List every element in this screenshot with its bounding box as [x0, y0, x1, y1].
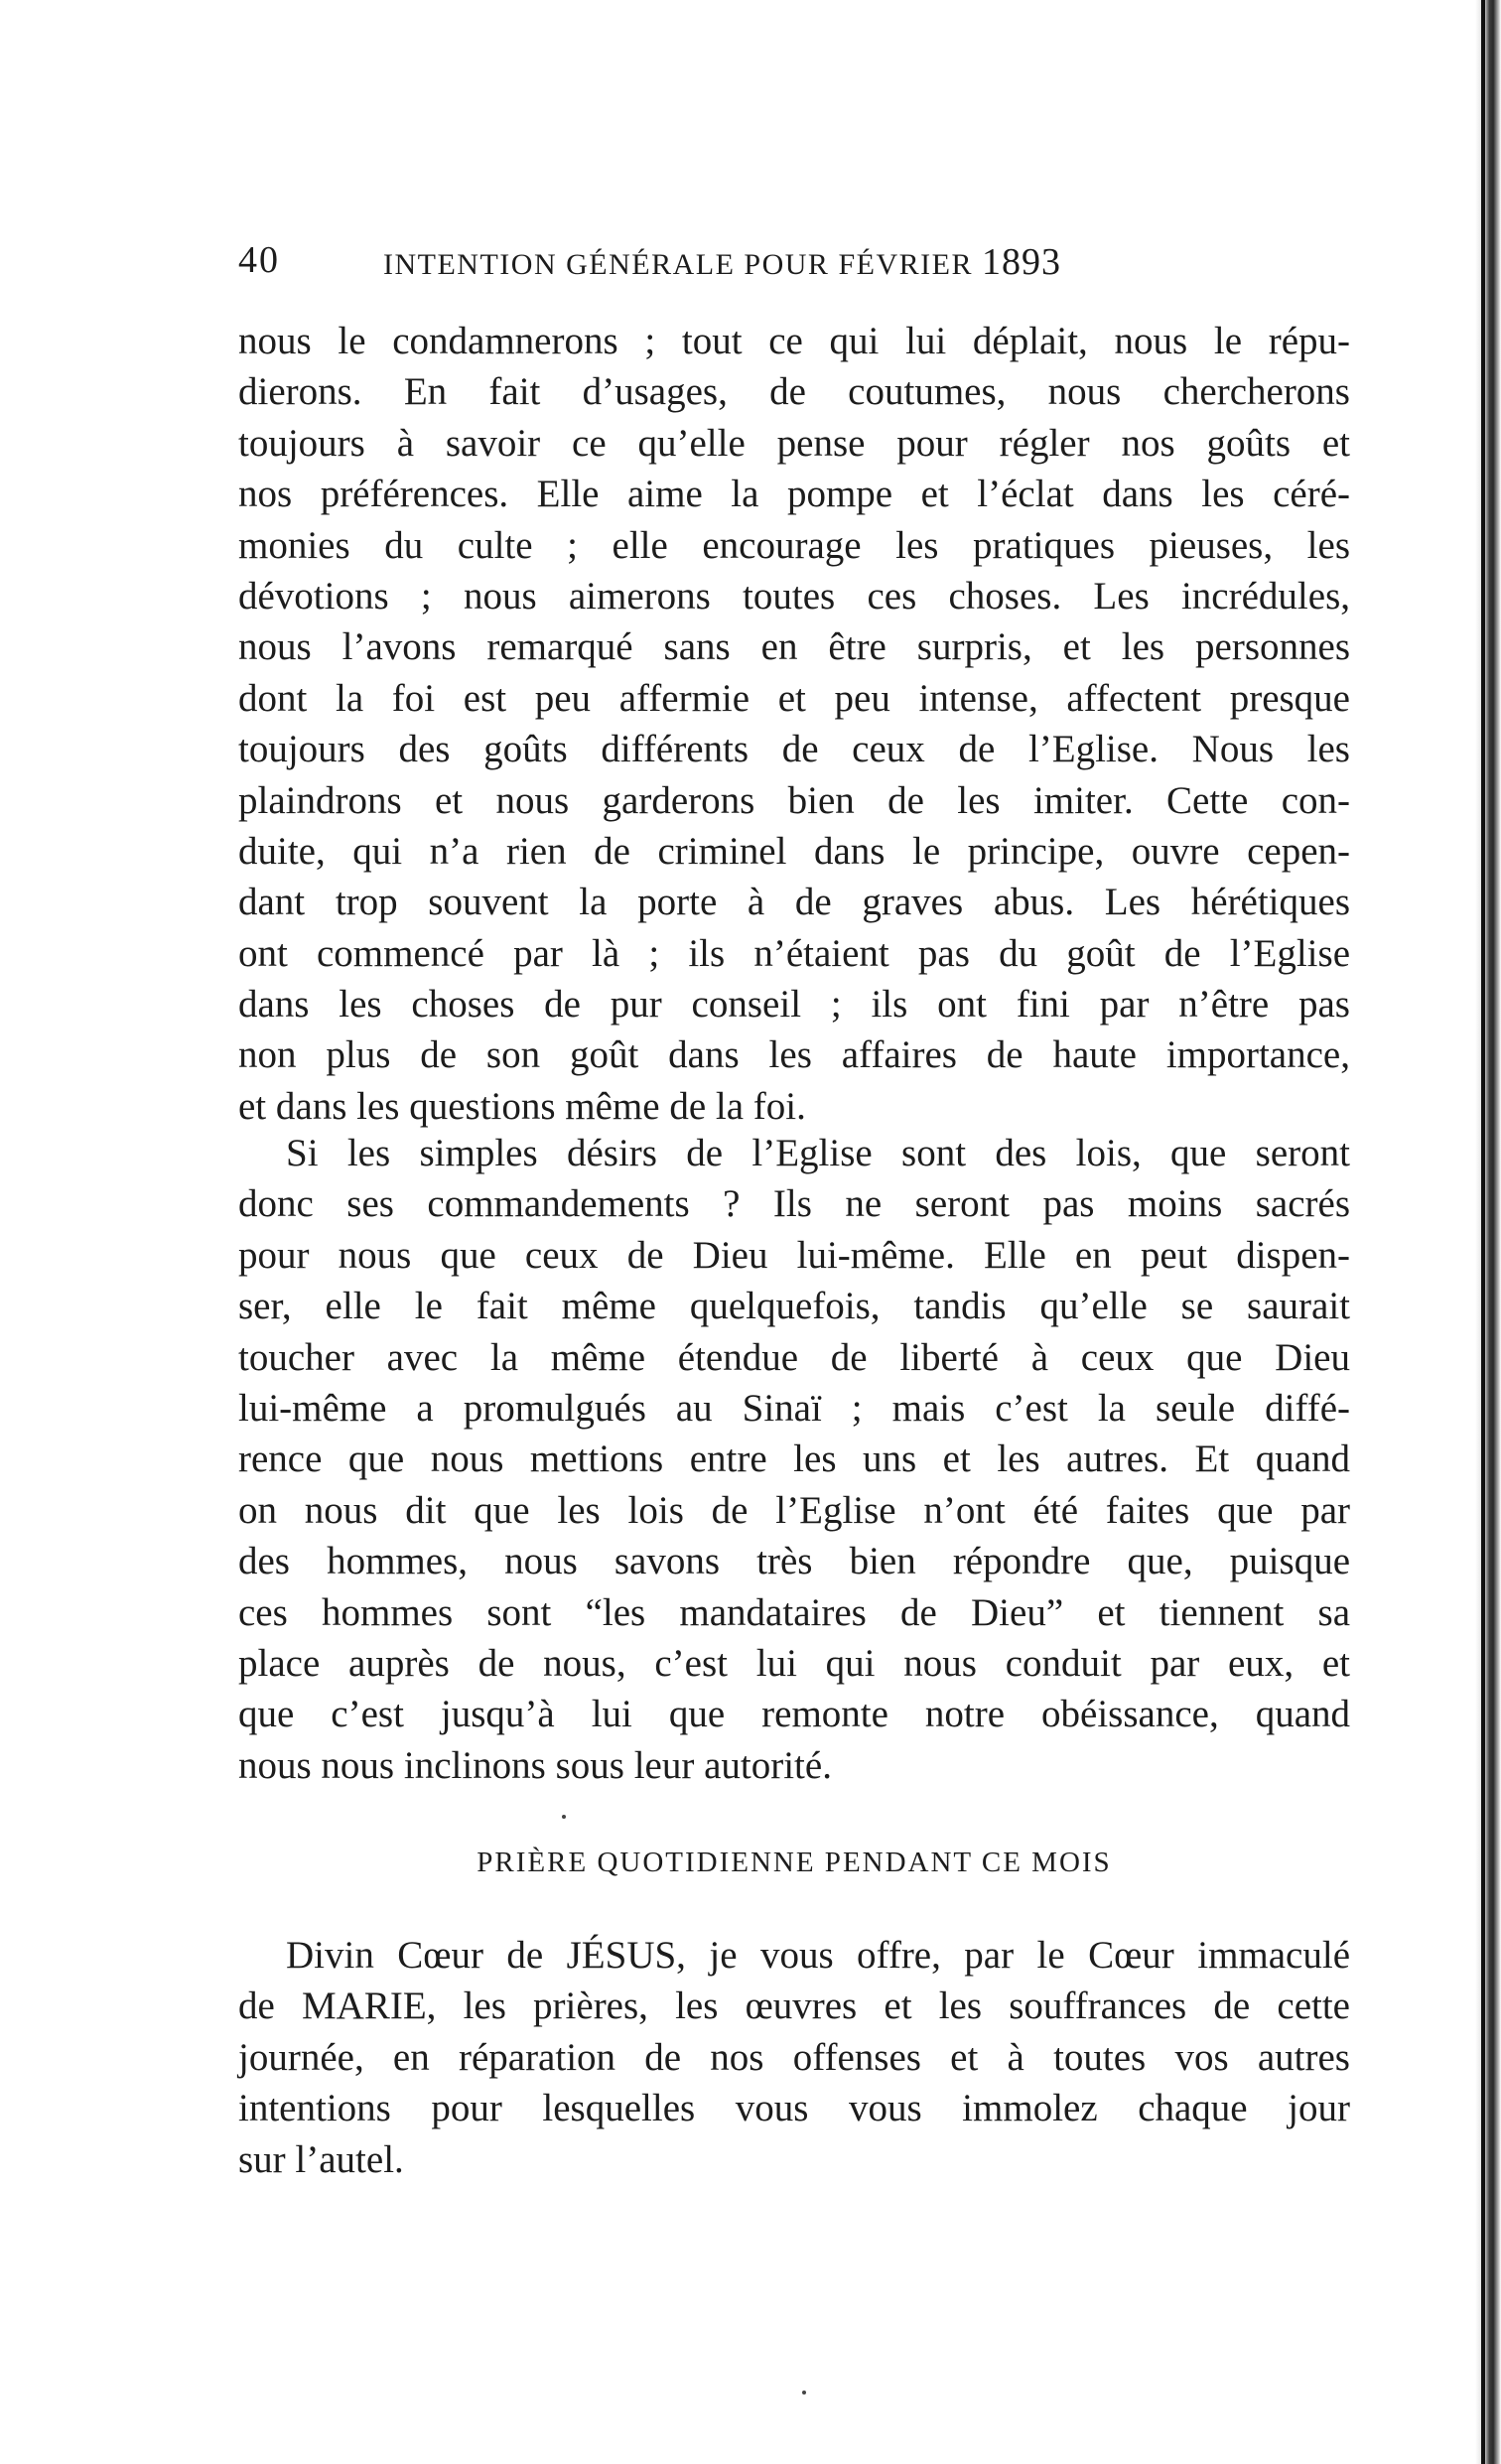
text-line: on nous dit que les lois de l’Eglise n’ont été faites que par	[238, 1488, 1350, 1532]
header-year: 1893	[981, 241, 1061, 283]
running-header	[238, 238, 1231, 290]
text-line: lui-même a promulgués au Sinaï ; mais c’est la seule diffé-	[238, 1386, 1350, 1430]
text-line: dévotions ; nous aimerons toutes ces choses. Les incrédules,	[238, 574, 1350, 617]
text-line: dant trop souvent la porte à de graves abus. Les hérétiques	[238, 881, 1350, 924]
text-line: rence que nous mettions entre les uns et les autres. Et quand	[238, 1437, 1350, 1481]
text-line: Si les simples désirs de l’Eglise sont des lois, que seront	[286, 1132, 1350, 1174]
text-line: journée, en réparation de nos offenses et à toutes vos autres	[238, 2035, 1350, 2079]
stray-mark	[562, 1815, 566, 1819]
text-line: donc ses commandements ? Ils ne seront pas moins sacrés	[238, 1182, 1350, 1226]
text-line: toucher avec la même étendue de liberté à ceux que Dieu	[238, 1335, 1350, 1379]
text-line: duite, qui n’a rien de criminel dans le principe, ouvre cepen-	[238, 829, 1350, 873]
text-line: nous nous inclinons sous leur autorité.	[238, 1743, 832, 1787]
text-line: intentions pour lesquelles vous vous immolez chaque jour	[238, 2087, 1350, 2130]
text-line: nous le condamnerons ; tout ce qui lui déplait, nous le répu-	[238, 320, 1350, 362]
page-edge-shadow	[1475, 0, 1501, 2464]
text-line: de MARIE, les prières, les œuvres et les souffrances de cette	[238, 1985, 1350, 2028]
text-line: non plus de son goût dans les affaires de haute importance,	[238, 1033, 1350, 1077]
header-title	[383, 240, 1061, 284]
page-edge-line	[1481, 0, 1485, 2464]
paragraph-continued	[238, 316, 1350, 1132]
text-line: place auprès de nous, c’est lui qui nous conduit par eux, et	[238, 1641, 1350, 1685]
text-line: pour nous que ceux de Dieu lui-même. Elle en peut dispen-	[238, 1233, 1350, 1277]
daily-prayer	[238, 1930, 1350, 2185]
text-line: ces hommes sont “les mandataires de Dieu” et tiennent sa	[238, 1590, 1350, 1634]
text-line: dans les choses de pur conseil ; ils ont fini par n’être pas	[238, 983, 1350, 1027]
text-line: ser, elle le fait même quelquefois, tandis qu’elle se saurait	[238, 1285, 1350, 1328]
text-line: nous l’avons remarqué sans en être surpris, et les personnes	[238, 625, 1350, 669]
stray-mark	[802, 2391, 806, 2395]
text-line: monies du culte ; elle encourage les pratiques pieuses, les	[238, 523, 1350, 567]
text-line: sur l’autel.	[238, 2137, 404, 2181]
text-line: toujours des goûts différents de ceux de l’Eglise. Nous les	[238, 728, 1350, 771]
header-title-text: INTENTION GÉNÉRALE POUR FÉVRIER	[383, 248, 973, 281]
text-line: plaindrons et nous garderons bien de les imiter. Cette con-	[238, 778, 1350, 822]
text-line: que c’est jusqu’à lui que remonte notre obéissance, quand	[238, 1693, 1350, 1736]
paragraph-commandments	[238, 1128, 1350, 1791]
page-number: 40	[238, 239, 280, 281]
text-line: nos préférences. Elle aime la pompe et l’éclat dans les céré-	[238, 473, 1350, 516]
section-heading: PRIÈRE QUOTIDIENNE PENDANT CE MOIS	[477, 1847, 1112, 1878]
text-line: toujours à savoir ce qu’elle pense pour régler nos goûts et	[238, 421, 1350, 465]
text-line: dont la foi est peu affermie et peu intense, affectent presque	[238, 676, 1350, 720]
text-line: et dans les questions même de la foi.	[238, 1084, 806, 1128]
text-line: Divin Cœur de JÉSUS, je vous offre, par le Cœur immaculé	[286, 1934, 1350, 1977]
text-line: des hommes, nous savons très bien répondre que, puisque	[238, 1540, 1350, 1583]
text-line: ont commencé par là ; ils n’étaient pas du goût de l’Eglise	[238, 931, 1350, 975]
text-line: dierons. En fait d’usages, de coutumes, nous chercherons	[238, 370, 1350, 414]
